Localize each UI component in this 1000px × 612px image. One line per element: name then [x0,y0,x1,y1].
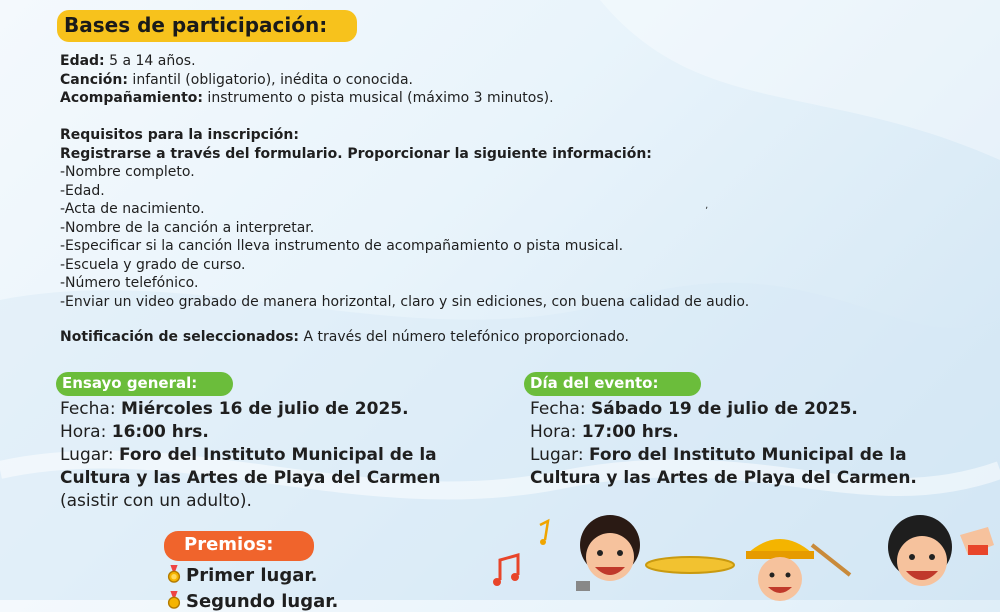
requisito-item: -Enviar un video grabado de manera horizontal, claro y sin ediciones, con buena calidad de audio. [60,293,750,310]
requisito-item: -Especificar si la canción lleva instrumento de acompañamiento o pista musical. [60,238,624,254]
hora-label: Hora: [60,422,112,442]
lugar-label: Lugar: [60,445,119,465]
kids-band-illustration [490,505,1000,600]
notificacion-line [60,328,629,347]
requisitos-section [60,126,749,311]
medal-icon [165,591,183,609]
evento-details [530,398,917,490]
evento-title: Día del evento: [524,372,701,396]
evento-fecha [530,398,917,421]
bases-title: Bases de participación: [57,10,357,42]
requisito-item: -Escuela y grado de curso. [60,256,246,273]
requisito-item: -Acta de nacimiento. [60,201,205,217]
edad-line [60,52,554,71]
fecha-label: Fecha: [60,399,121,419]
evento-lugar [530,444,917,467]
music-note-icon [540,521,548,545]
hora-value: 16:00 hrs. [111,422,209,442]
cancion-label: Canción: [60,71,128,88]
music-note-icon [493,555,519,586]
bases-details [60,52,554,108]
edad-label: Edad: [60,53,105,69]
ensayo-title: Ensayo general: [56,372,233,396]
notificacion-section [60,328,629,347]
requisito-item: -Nombre completo. [60,164,195,180]
notificacion-label: Notificación de seleccionados: [60,329,300,345]
hora-value: 17:00 hrs. [581,422,679,442]
ensayo-fecha [60,398,440,421]
evento-lugar-cont: Cultura y las Artes de Playa del Carmen. [530,468,917,488]
prize-label: Segundo lugar. [186,591,339,612]
acompanamiento-line [60,89,554,108]
fecha-value: Sábado 19 de julio de 2025. [590,399,858,419]
ensayo-lugar [60,444,440,467]
fecha-value: Miércoles 16 de julio de 2025. [120,399,409,419]
ensayo-details [60,398,440,513]
hora-label: Hora: [530,422,582,442]
lugar-value: Foro del Instituto Municipal de la [588,445,907,465]
requisito-item: -Número telefónico. [60,275,199,291]
premios-title: Premios: [164,531,314,561]
ensayo-lugar-cont: Cultura y las Artes de Playa del Carmen [60,468,441,488]
requisitos-title: Requisitos para la inscripción: [60,127,299,143]
requisito-item: -Edad. [60,182,105,199]
prize-second [165,591,338,612]
cancion-line [60,71,554,90]
lugar-label: Lugar: [530,445,589,465]
acompanamiento-label: Acompañamiento: [60,90,203,106]
prize-label: Primer lugar. [186,565,318,586]
requisito-item: -Nombre de la canción a interpretar. [60,219,315,236]
ensayo-hora [60,421,440,444]
cancion-value: infantil (obligatorio), inédita o conocida. [127,71,413,88]
evento-hora [530,421,917,444]
prize-first [165,565,318,586]
notificacion-value: A través del número telefónico proporcionado. [299,329,629,345]
edad-value: 5 a 14 años. [104,53,196,69]
acompanamiento-value: instrumento o pista musical (máximo 3 minutos). [202,90,554,106]
fecha-label: Fecha: [530,399,591,419]
ensayo-note: (asistir con un adulto). [60,491,252,511]
lugar-value: Foro del Instituto Municipal de la [118,445,437,465]
stray-mark: ʼ [705,206,709,217]
requisitos-subtitle: Registrarse a través del formulario. Proporcionar la siguiente información: [60,145,652,162]
medal-icon [165,565,183,583]
